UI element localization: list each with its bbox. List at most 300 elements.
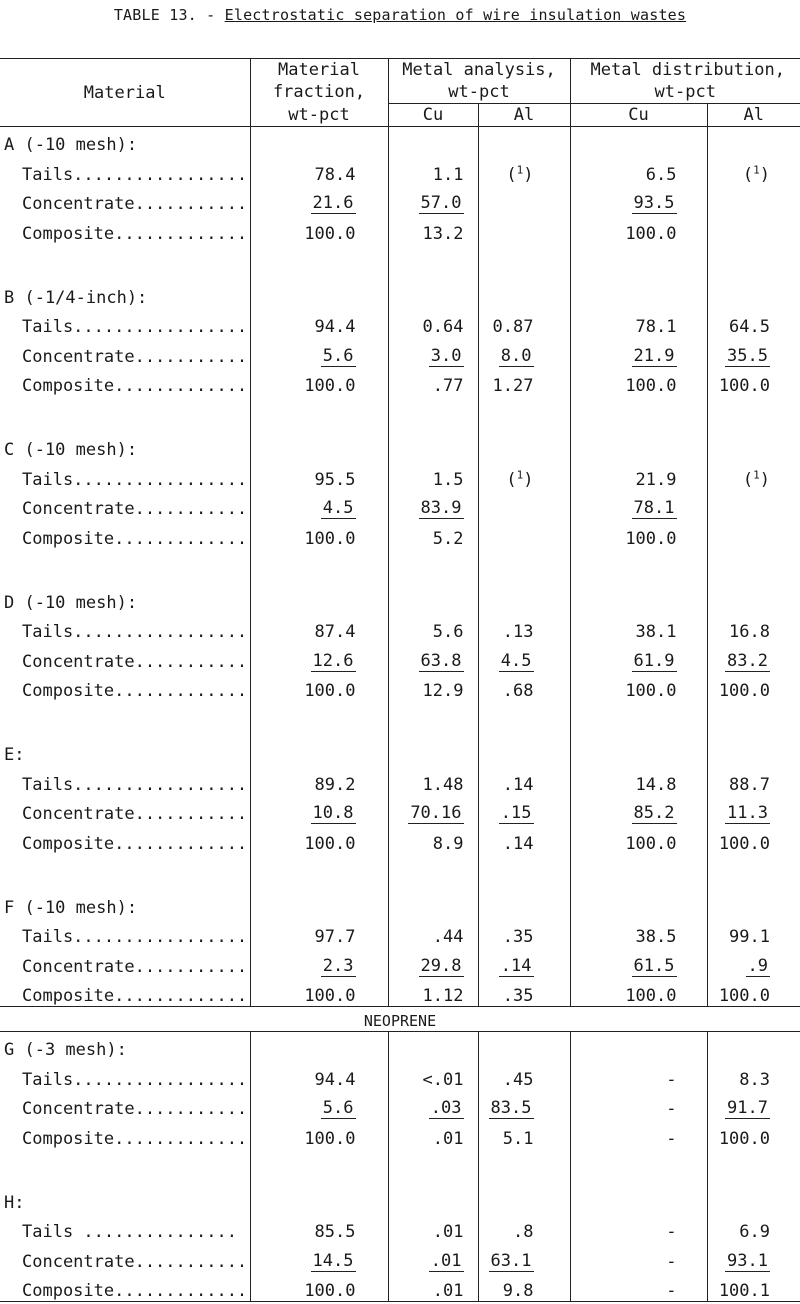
- group-label: B (-1/4-inch):: [0, 280, 250, 308]
- group-header-row: [0, 737, 800, 765]
- material-fraction: [250, 1119, 388, 1149]
- analysis-cu-value: .01: [432, 1281, 464, 1301]
- analysis-cu: [388, 1272, 478, 1302]
- empty-cell: [250, 1032, 388, 1061]
- row-label: Composite.............: [0, 1272, 250, 1302]
- empty-cell: [570, 585, 707, 613]
- table-row: [0, 155, 800, 185]
- table-row: [0, 1213, 800, 1243]
- distribution-cu-value: 100.0: [625, 223, 677, 244]
- spacer-cell: [250, 701, 388, 737]
- material-fraction: [250, 1272, 388, 1302]
- material-fraction: [250, 795, 388, 825]
- distribution-cu-value: 85.2: [633, 803, 675, 823]
- analysis-al: [478, 977, 570, 1007]
- table-title-prefix: TABLE 13. -: [113, 6, 225, 24]
- analysis-cu: [388, 977, 478, 1007]
- analysis-al-value: 1.27: [492, 376, 534, 396]
- material-fraction-value: 100.0: [304, 1281, 356, 1301]
- distribution-al: [707, 918, 800, 948]
- row-label: Tails.................: [0, 613, 250, 643]
- row-label: Tails.................: [0, 918, 250, 948]
- distribution-cu-value: -: [666, 1281, 677, 1301]
- table-row: [0, 642, 800, 672]
- group-label: C (-10 mesh):: [0, 432, 250, 460]
- data-table: [0, 58, 800, 1302]
- analysis-cu: [388, 1090, 478, 1120]
- distribution-al: [707, 367, 800, 397]
- distribution-al: [707, 1213, 800, 1243]
- material-fraction: [250, 337, 388, 367]
- material-fraction: [250, 214, 388, 244]
- distribution-cu: [570, 1213, 707, 1243]
- spacer-cell: [478, 244, 570, 280]
- distribution-al-value: 88.7: [729, 774, 770, 795]
- analysis-al: [478, 185, 570, 215]
- analysis-cu-value: 8.9: [432, 833, 464, 854]
- table-row: [0, 672, 800, 702]
- analysis-cu-value: 12.9: [422, 681, 464, 701]
- material-fraction-value: 100.0: [304, 986, 356, 1006]
- distribution-al-value: 64.5: [729, 317, 770, 337]
- group-label: F (-10 mesh):: [0, 890, 250, 918]
- analysis-cu: [388, 337, 478, 367]
- material-fraction: [250, 490, 388, 520]
- distribution-cu: [570, 918, 707, 948]
- spacer-cell: [707, 244, 800, 280]
- distribution-cu: [570, 1119, 707, 1149]
- spacer-cell: [0, 1149, 250, 1185]
- row-label: Tails.................: [0, 765, 250, 795]
- analysis-al: [478, 824, 570, 854]
- analysis-cu-value: 5.6: [432, 622, 464, 642]
- empty-cell: [388, 890, 478, 918]
- distribution-al: [707, 824, 800, 854]
- table-row: [0, 765, 800, 795]
- row-label: Composite.............: [0, 1119, 250, 1149]
- table-row: [0, 1090, 800, 1120]
- group-label: E:: [0, 737, 250, 765]
- analysis-al-value: 5.1: [502, 1128, 534, 1149]
- row-label: Concentrate...........: [0, 185, 250, 215]
- row-label: Concentrate...........: [0, 490, 250, 520]
- distribution-al-value: 91.7: [727, 1098, 768, 1118]
- spacer-cell: [250, 1149, 388, 1185]
- group-header-row: [0, 280, 800, 308]
- spacer-cell: [570, 244, 707, 280]
- distribution-cu: [570, 765, 707, 795]
- analysis-cu-value: 63.8: [420, 650, 462, 671]
- analysis-al-value: 83.5: [490, 1098, 532, 1118]
- material-fraction-value: 94.4: [314, 1069, 356, 1090]
- row-label: Composite.............: [0, 824, 250, 854]
- analysis-cu-value: <.01: [422, 1069, 464, 1090]
- spacer-cell: [478, 396, 570, 432]
- group-spacer: [0, 244, 800, 280]
- distribution-cu-value: 21.9: [633, 345, 675, 366]
- analysis-cu-value: 13.2: [422, 223, 464, 244]
- empty-cell: [707, 737, 800, 765]
- material-fraction-value: 5.6: [322, 345, 354, 366]
- empty-cell: [570, 1032, 707, 1061]
- analysis-cu: [388, 519, 478, 549]
- analysis-cu: [388, 308, 478, 338]
- empty-cell: [478, 432, 570, 460]
- empty-cell: [250, 280, 388, 308]
- empty-cell: [478, 280, 570, 308]
- analysis-cu-value: .03: [430, 1098, 462, 1118]
- distribution-cu: [570, 1060, 707, 1090]
- spacer-cell: [707, 396, 800, 432]
- distribution-cu-value: -: [666, 1128, 677, 1149]
- footnote-number: 1: [753, 467, 760, 481]
- row-label: Composite.............: [0, 367, 250, 397]
- row-label: Tails.................: [0, 1060, 250, 1090]
- empty-cell: [250, 127, 388, 156]
- distribution-cu: [570, 155, 707, 185]
- analysis-al-value: .14: [500, 955, 532, 976]
- row-label: Tails.................: [0, 155, 250, 185]
- header-distribution-line2: wt-pct: [654, 82, 716, 102]
- empty-cell: [250, 890, 388, 918]
- table-row: [0, 977, 800, 1007]
- analysis-al-value: 63.1: [490, 1250, 532, 1271]
- table-row: [0, 519, 800, 549]
- distribution-al-value: 8.3: [739, 1069, 770, 1090]
- group-spacer: [0, 549, 800, 585]
- distribution-al: [707, 1060, 800, 1090]
- distribution-cu: [570, 947, 707, 977]
- distribution-cu-value: 78.1: [635, 317, 677, 337]
- empty-cell: [570, 1185, 707, 1213]
- empty-cell: [570, 737, 707, 765]
- table-row: [0, 947, 800, 977]
- analysis-al: [478, 1119, 570, 1149]
- empty-cell: [478, 737, 570, 765]
- distribution-cu: [570, 308, 707, 338]
- table-row: [0, 613, 800, 643]
- distribution-cu-value: 100.0: [625, 376, 677, 396]
- analysis-cu-value: 83.9: [420, 498, 462, 518]
- distribution-al: [707, 977, 800, 1007]
- material-fraction: [250, 519, 388, 549]
- analysis-al: [478, 1213, 570, 1243]
- footnote-ref: ($^1$): [742, 467, 770, 490]
- analysis-cu: [388, 642, 478, 672]
- analysis-al: [478, 1090, 570, 1120]
- distribution-cu-value: 78.1: [633, 498, 675, 518]
- group-header-row: [0, 1185, 800, 1213]
- analysis-cu-value: 29.8: [420, 955, 462, 976]
- spacer-cell: [0, 854, 250, 890]
- group-spacer: [0, 1149, 800, 1185]
- analysis-cu-value: 1.1: [432, 164, 464, 185]
- analysis-al-value: .45: [502, 1069, 534, 1090]
- analysis-cu: [388, 824, 478, 854]
- spacer-cell: [250, 549, 388, 585]
- footnote-number: 1: [753, 162, 760, 176]
- distribution-cu: [570, 642, 707, 672]
- material-fraction: [250, 1213, 388, 1243]
- distribution-al-value: 16.8: [729, 622, 770, 642]
- group-header-row: [0, 890, 800, 918]
- group-label: H:: [0, 1185, 250, 1213]
- material-fraction: [250, 613, 388, 643]
- footnote-ref: ($^1$): [506, 162, 534, 185]
- spacer-cell: [0, 701, 250, 737]
- material-fraction-value: 100.0: [304, 833, 356, 854]
- table-row: [0, 1060, 800, 1090]
- analysis-al: [478, 1060, 570, 1090]
- spacer-cell: [478, 854, 570, 890]
- distribution-al: [707, 214, 800, 244]
- analysis-al: [478, 947, 570, 977]
- material-fraction-value: 100.0: [304, 1128, 356, 1149]
- table-row: [0, 367, 800, 397]
- header-material: Material: [0, 59, 250, 127]
- material-fraction: [250, 1060, 388, 1090]
- distribution-al: [707, 460, 800, 490]
- material-fraction: [250, 185, 388, 215]
- empty-cell: [250, 585, 388, 613]
- analysis-al-value: .8: [513, 1222, 534, 1242]
- distribution-cu-value: 21.9: [635, 469, 677, 490]
- row-label: Concentrate...........: [0, 795, 250, 825]
- spacer-cell: [570, 1149, 707, 1185]
- distribution-al: [707, 155, 800, 185]
- analysis-al-value: .68: [502, 681, 534, 701]
- analysis-al-value: 8.0: [500, 345, 532, 366]
- spacer-cell: [707, 1149, 800, 1185]
- analysis-al: [478, 918, 570, 948]
- empty-cell: [570, 432, 707, 460]
- row-label: Composite.............: [0, 672, 250, 702]
- analysis-cu: [388, 1060, 478, 1090]
- material-fraction-value: 95.5: [314, 469, 356, 490]
- empty-cell: [250, 432, 388, 460]
- table-row: [0, 795, 800, 825]
- analysis-cu: [388, 185, 478, 215]
- row-label: Composite.............: [0, 977, 250, 1007]
- table-row: [0, 490, 800, 520]
- analysis-al: [478, 765, 570, 795]
- empty-cell: [250, 1185, 388, 1213]
- distribution-al-value: 100.0: [718, 681, 770, 701]
- table-row: [0, 918, 800, 948]
- distribution-al-value: 83.2: [727, 650, 768, 671]
- analysis-cu-value: 0.64: [422, 317, 464, 337]
- spacer-cell: [388, 549, 478, 585]
- footnote-ref: ($^1$): [742, 162, 770, 185]
- material-fraction: [250, 947, 388, 977]
- distribution-cu: [570, 1242, 707, 1272]
- distribution-al-value: 100.0: [718, 833, 770, 854]
- distribution-cu: [570, 337, 707, 367]
- analysis-al-value: 9.8: [502, 1281, 534, 1301]
- distribution-al-value: 100.0: [718, 986, 770, 1006]
- spacer-cell: [0, 244, 250, 280]
- analysis-cu: [388, 1242, 478, 1272]
- analysis-cu: [388, 1119, 478, 1149]
- distribution-al-value: 93.1: [727, 1250, 768, 1271]
- empty-cell: [388, 737, 478, 765]
- empty-cell: [707, 1032, 800, 1061]
- analysis-cu-value: .44: [432, 927, 464, 947]
- distribution-al: [707, 185, 800, 215]
- footnote-ref: ($^1$): [506, 467, 534, 490]
- empty-cell: [388, 1032, 478, 1061]
- row-label: Concentrate...........: [0, 337, 250, 367]
- distribution-cu: [570, 490, 707, 520]
- distribution-cu: [570, 824, 707, 854]
- row-label: Composite.............: [0, 214, 250, 244]
- group-header-row: [0, 127, 800, 156]
- spacer-cell: [707, 549, 800, 585]
- row-label: Concentrate...........: [0, 947, 250, 977]
- distribution-cu-value: 100.0: [625, 681, 677, 701]
- distribution-cu-value: 6.5: [645, 164, 677, 185]
- empty-cell: [388, 280, 478, 308]
- analysis-cu: [388, 795, 478, 825]
- distribution-al: [707, 642, 800, 672]
- distribution-cu: [570, 519, 707, 549]
- distribution-al: [707, 613, 800, 643]
- spacer-cell: [570, 701, 707, 737]
- empty-cell: [478, 890, 570, 918]
- row-label: Concentrate...........: [0, 1242, 250, 1272]
- material-fraction-value: 94.4: [314, 317, 356, 337]
- material-fraction: [250, 460, 388, 490]
- spacer-cell: [570, 854, 707, 890]
- distribution-cu-value: 38.1: [635, 622, 677, 642]
- analysis-al-value: .15: [500, 803, 532, 823]
- section-label: NEOPRENE: [0, 1007, 800, 1032]
- distribution-cu-value: 61.9: [633, 650, 675, 671]
- header-fraction-line2: fraction,: [250, 81, 388, 104]
- distribution-cu-value: -: [666, 1069, 677, 1090]
- analysis-al: [478, 460, 570, 490]
- distribution-cu-value: 61.5: [633, 955, 675, 976]
- spacer-cell: [250, 396, 388, 432]
- empty-cell: [478, 585, 570, 613]
- material-fraction-value: 10.8: [312, 803, 354, 823]
- group-label: A (-10 mesh):: [0, 127, 250, 156]
- empty-cell: [388, 127, 478, 156]
- spacer-cell: [388, 396, 478, 432]
- material-fraction-value: 4.5: [322, 498, 354, 518]
- analysis-al: [478, 613, 570, 643]
- group-header-row: [0, 585, 800, 613]
- analysis-al-value: .35: [502, 986, 534, 1006]
- analysis-al: [478, 672, 570, 702]
- empty-cell: [478, 1032, 570, 1061]
- table-title-main: Electrostatic separation of wire insulation wastes: [224, 6, 687, 24]
- header-analysis-line1: Metal analysis,: [388, 59, 570, 82]
- analysis-cu-value: .01: [432, 1222, 464, 1242]
- distribution-cu: [570, 1272, 707, 1302]
- analysis-cu-value: .77: [432, 376, 464, 396]
- distribution-cu: [570, 795, 707, 825]
- spacer-cell: [0, 549, 250, 585]
- group-spacer: [0, 396, 800, 432]
- header-distribution-cu: Cu: [570, 104, 707, 127]
- analysis-cu: [388, 460, 478, 490]
- table-row: [0, 214, 800, 244]
- distribution-al-value: 35.5: [727, 345, 768, 366]
- spacer-cell: [478, 549, 570, 585]
- analysis-cu-value: 1.5: [432, 469, 464, 490]
- empty-cell: [707, 1185, 800, 1213]
- group-spacer: [0, 701, 800, 737]
- material-fraction: [250, 367, 388, 397]
- empty-cell: [388, 585, 478, 613]
- table-row: [0, 185, 800, 215]
- empty-cell: [250, 737, 388, 765]
- analysis-cu: [388, 214, 478, 244]
- header-fraction-line3: wt-pct: [250, 104, 388, 127]
- empty-cell: [388, 432, 478, 460]
- table-body: [0, 127, 800, 1302]
- distribution-al: [707, 765, 800, 795]
- analysis-al-value: .14: [502, 833, 534, 854]
- material-fraction-value: 100.0: [304, 376, 356, 396]
- spacer-cell: [250, 244, 388, 280]
- distribution-cu-value: 38.5: [635, 927, 677, 947]
- material-fraction: [250, 1242, 388, 1272]
- empty-cell: [570, 890, 707, 918]
- analysis-cu: [388, 918, 478, 948]
- table-row: [0, 337, 800, 367]
- distribution-cu-value: 93.5: [633, 193, 675, 213]
- distribution-cu-value: -: [666, 1099, 677, 1119]
- spacer-cell: [478, 701, 570, 737]
- analysis-cu: [388, 155, 478, 185]
- material-fraction: [250, 824, 388, 854]
- spacer-cell: [250, 854, 388, 890]
- distribution-cu-value: 100.0: [625, 528, 677, 549]
- row-label: Tails.................: [0, 460, 250, 490]
- material-fraction: [250, 672, 388, 702]
- analysis-cu-value: .01: [432, 1128, 464, 1149]
- analysis-al: [478, 519, 570, 549]
- group-header-row: [0, 432, 800, 460]
- distribution-al: [707, 795, 800, 825]
- analysis-al: [478, 155, 570, 185]
- analysis-al: [478, 308, 570, 338]
- material-fraction-value: 2.3: [322, 955, 354, 976]
- row-label: Concentrate...........: [0, 1090, 250, 1120]
- analysis-al-value: .13: [502, 622, 534, 642]
- empty-cell: [478, 127, 570, 156]
- spacer-cell: [570, 396, 707, 432]
- analysis-al: [478, 1272, 570, 1302]
- analysis-al: [478, 214, 570, 244]
- table-header: [0, 59, 800, 127]
- group-spacer: [0, 854, 800, 890]
- analysis-al: [478, 795, 570, 825]
- material-fraction: [250, 977, 388, 1007]
- row-label: Composite.............: [0, 519, 250, 549]
- table-row: [0, 460, 800, 490]
- distribution-al: [707, 947, 800, 977]
- material-fraction-value: 97.7: [314, 927, 356, 947]
- row-label: Tails ...............: [0, 1213, 250, 1243]
- analysis-cu-value: 5.2: [432, 528, 464, 549]
- distribution-cu: [570, 460, 707, 490]
- table-row: [0, 1242, 800, 1272]
- distribution-al: [707, 337, 800, 367]
- empty-cell: [388, 1185, 478, 1213]
